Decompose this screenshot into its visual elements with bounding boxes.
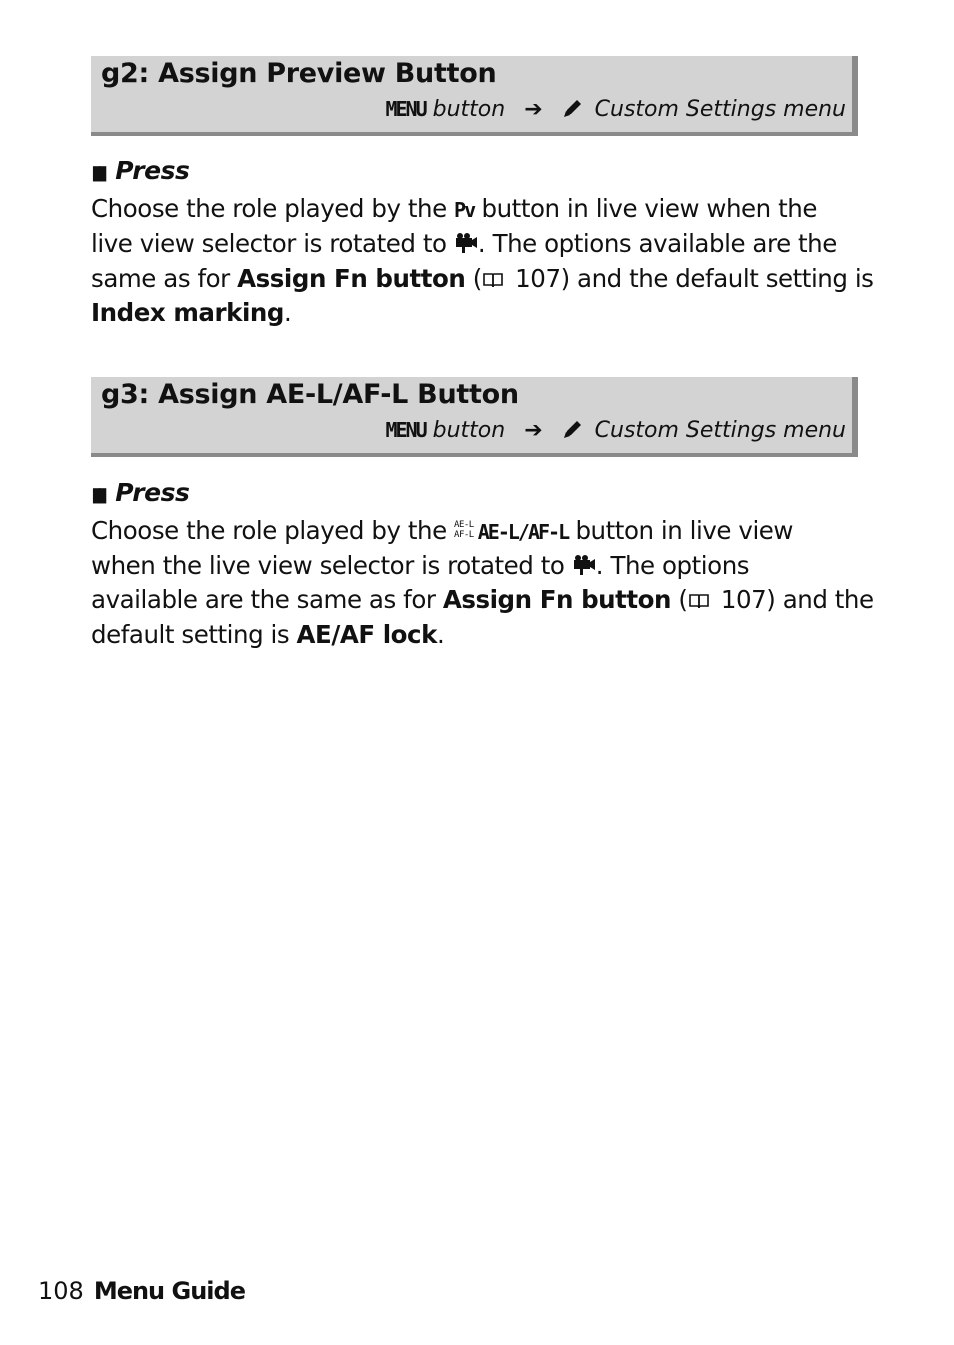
text: live view selector is rotated to <box>91 229 454 258</box>
body-line <box>91 620 444 650</box>
breadcrumb <box>385 97 846 122</box>
body-line <box>91 264 874 294</box>
text: default setting is <box>91 620 297 649</box>
body-line <box>91 516 793 547</box>
pv-button-glyph: Pv <box>454 198 475 222</box>
body-line <box>91 551 749 581</box>
ae-l-af-l-button-glyph: AE-L/AF-L <box>477 520 569 544</box>
pencil-icon <box>562 418 584 440</box>
assign-fn-button-ref: Assign Fn button <box>237 264 466 293</box>
text: . The options available are the <box>477 229 837 258</box>
text: when the live view selector is rotated to <box>91 551 572 580</box>
text: . The options <box>595 551 750 580</box>
default-setting: Index marking <box>91 298 285 327</box>
arrow-right-icon: ➔ <box>524 418 543 443</box>
press-bullet-icon: ▮▮ <box>91 482 104 506</box>
breadcrumb <box>385 418 846 443</box>
ae-af-lock-icon <box>454 520 474 540</box>
page-footer <box>38 1277 245 1305</box>
text: button in live view when the <box>474 194 817 223</box>
breadcrumb-menu-name: Custom Settings menu <box>594 97 846 122</box>
text: available are the same as for <box>91 585 443 614</box>
breadcrumb-button-label: button <box>432 97 506 122</box>
pencil-icon <box>562 97 584 119</box>
movie-camera-icon <box>454 232 478 254</box>
body-line <box>91 298 291 328</box>
body-line <box>91 585 874 615</box>
text: . <box>436 620 445 649</box>
press-heading-label: Press <box>115 478 190 507</box>
assign-fn-button-ref: Assign Fn button <box>442 585 672 614</box>
text: . <box>284 298 292 327</box>
text: Choose the role played by the <box>91 194 455 223</box>
text: Choose the role played by the <box>91 516 455 545</box>
section-header-g3 <box>91 377 858 457</box>
arrow-right-icon: ➔ <box>524 97 543 122</box>
text: same as for <box>91 264 238 293</box>
body-line <box>91 194 817 225</box>
body-line <box>91 229 837 259</box>
text: ( <box>465 264 482 293</box>
book-icon <box>482 271 504 289</box>
default-setting: AE/AF lock <box>296 620 437 649</box>
menu-button-icon: MENU <box>385 418 426 442</box>
text: 107) and the default setting is <box>507 264 874 293</box>
book-icon <box>688 592 710 610</box>
page-number: 108 <box>38 1277 84 1305</box>
text: 107) and the <box>713 585 874 614</box>
af-l-mini: AF-L <box>454 530 474 540</box>
press-heading <box>91 156 189 185</box>
menu-button-icon: MENU <box>385 97 426 121</box>
section-title: g3: Assign AE-L/AF-L Button <box>101 379 519 410</box>
text: button in live view <box>568 516 794 545</box>
section-title: g2: Assign Preview Button <box>101 58 497 89</box>
press-heading-label: Press <box>115 156 190 185</box>
ae-l-mini: AE-L <box>454 520 474 530</box>
footer-title: Menu Guide <box>93 1277 245 1305</box>
section-header-g2 <box>91 56 858 136</box>
press-heading <box>91 478 189 507</box>
movie-camera-icon <box>572 554 596 576</box>
text: ( <box>671 585 688 614</box>
breadcrumb-menu-name: Custom Settings menu <box>594 418 846 443</box>
press-bullet-icon: ▮▮ <box>91 160 104 184</box>
breadcrumb-button-label: button <box>432 418 506 443</box>
